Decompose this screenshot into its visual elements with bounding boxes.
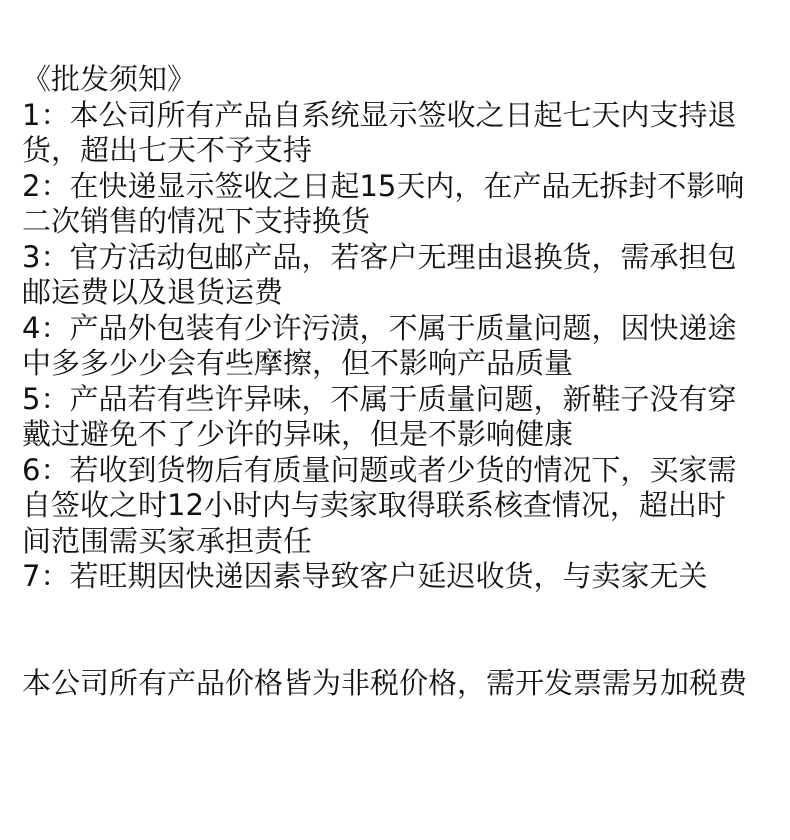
wholesale-notice-document (22, 62, 750, 701)
notice-item-1: 1：本公司所有产品自系统显示签收之日起七天内支持退货，超出七天不予支持 (22, 97, 737, 167)
notice-item-3: 3：官方活动包邮产品，若客户无理由退换货，需承担包邮运费以及退货运费 (22, 239, 737, 309)
tax-note: 本公司所有产品价格皆为非税价格，需开发票需另加税费 (22, 665, 748, 700)
notice-item-6: 6：若收到货物后有质量问题或者少货的情况下，买家需自签收之时12小时内与卖家取得联系核查情况，超出时间范围需买家承担责任 (22, 452, 737, 558)
paragraph-spacer (22, 595, 750, 666)
notice-item-2: 2：在快递显示签收之日起15天内，在产品无拆封不影响二次销售的情况下支持换货 (22, 168, 745, 238)
notice-item-4: 4：产品外包装有少许污渍，不属于质量问题，因快递途中多多少少会有些摩擦，但不影响产品质量 (22, 310, 737, 380)
notice-item-7: 7：若旺期因快递因素导致客户延迟收货，与卖家无关 (22, 559, 708, 593)
notice-item-5: 5：产品若有些许异味，不属于质量问题，新鞋子没有穿戴过避免不了少许的异味，但是不影响健康 (22, 381, 737, 451)
document-title: 《批发须知》 (22, 62, 197, 96)
